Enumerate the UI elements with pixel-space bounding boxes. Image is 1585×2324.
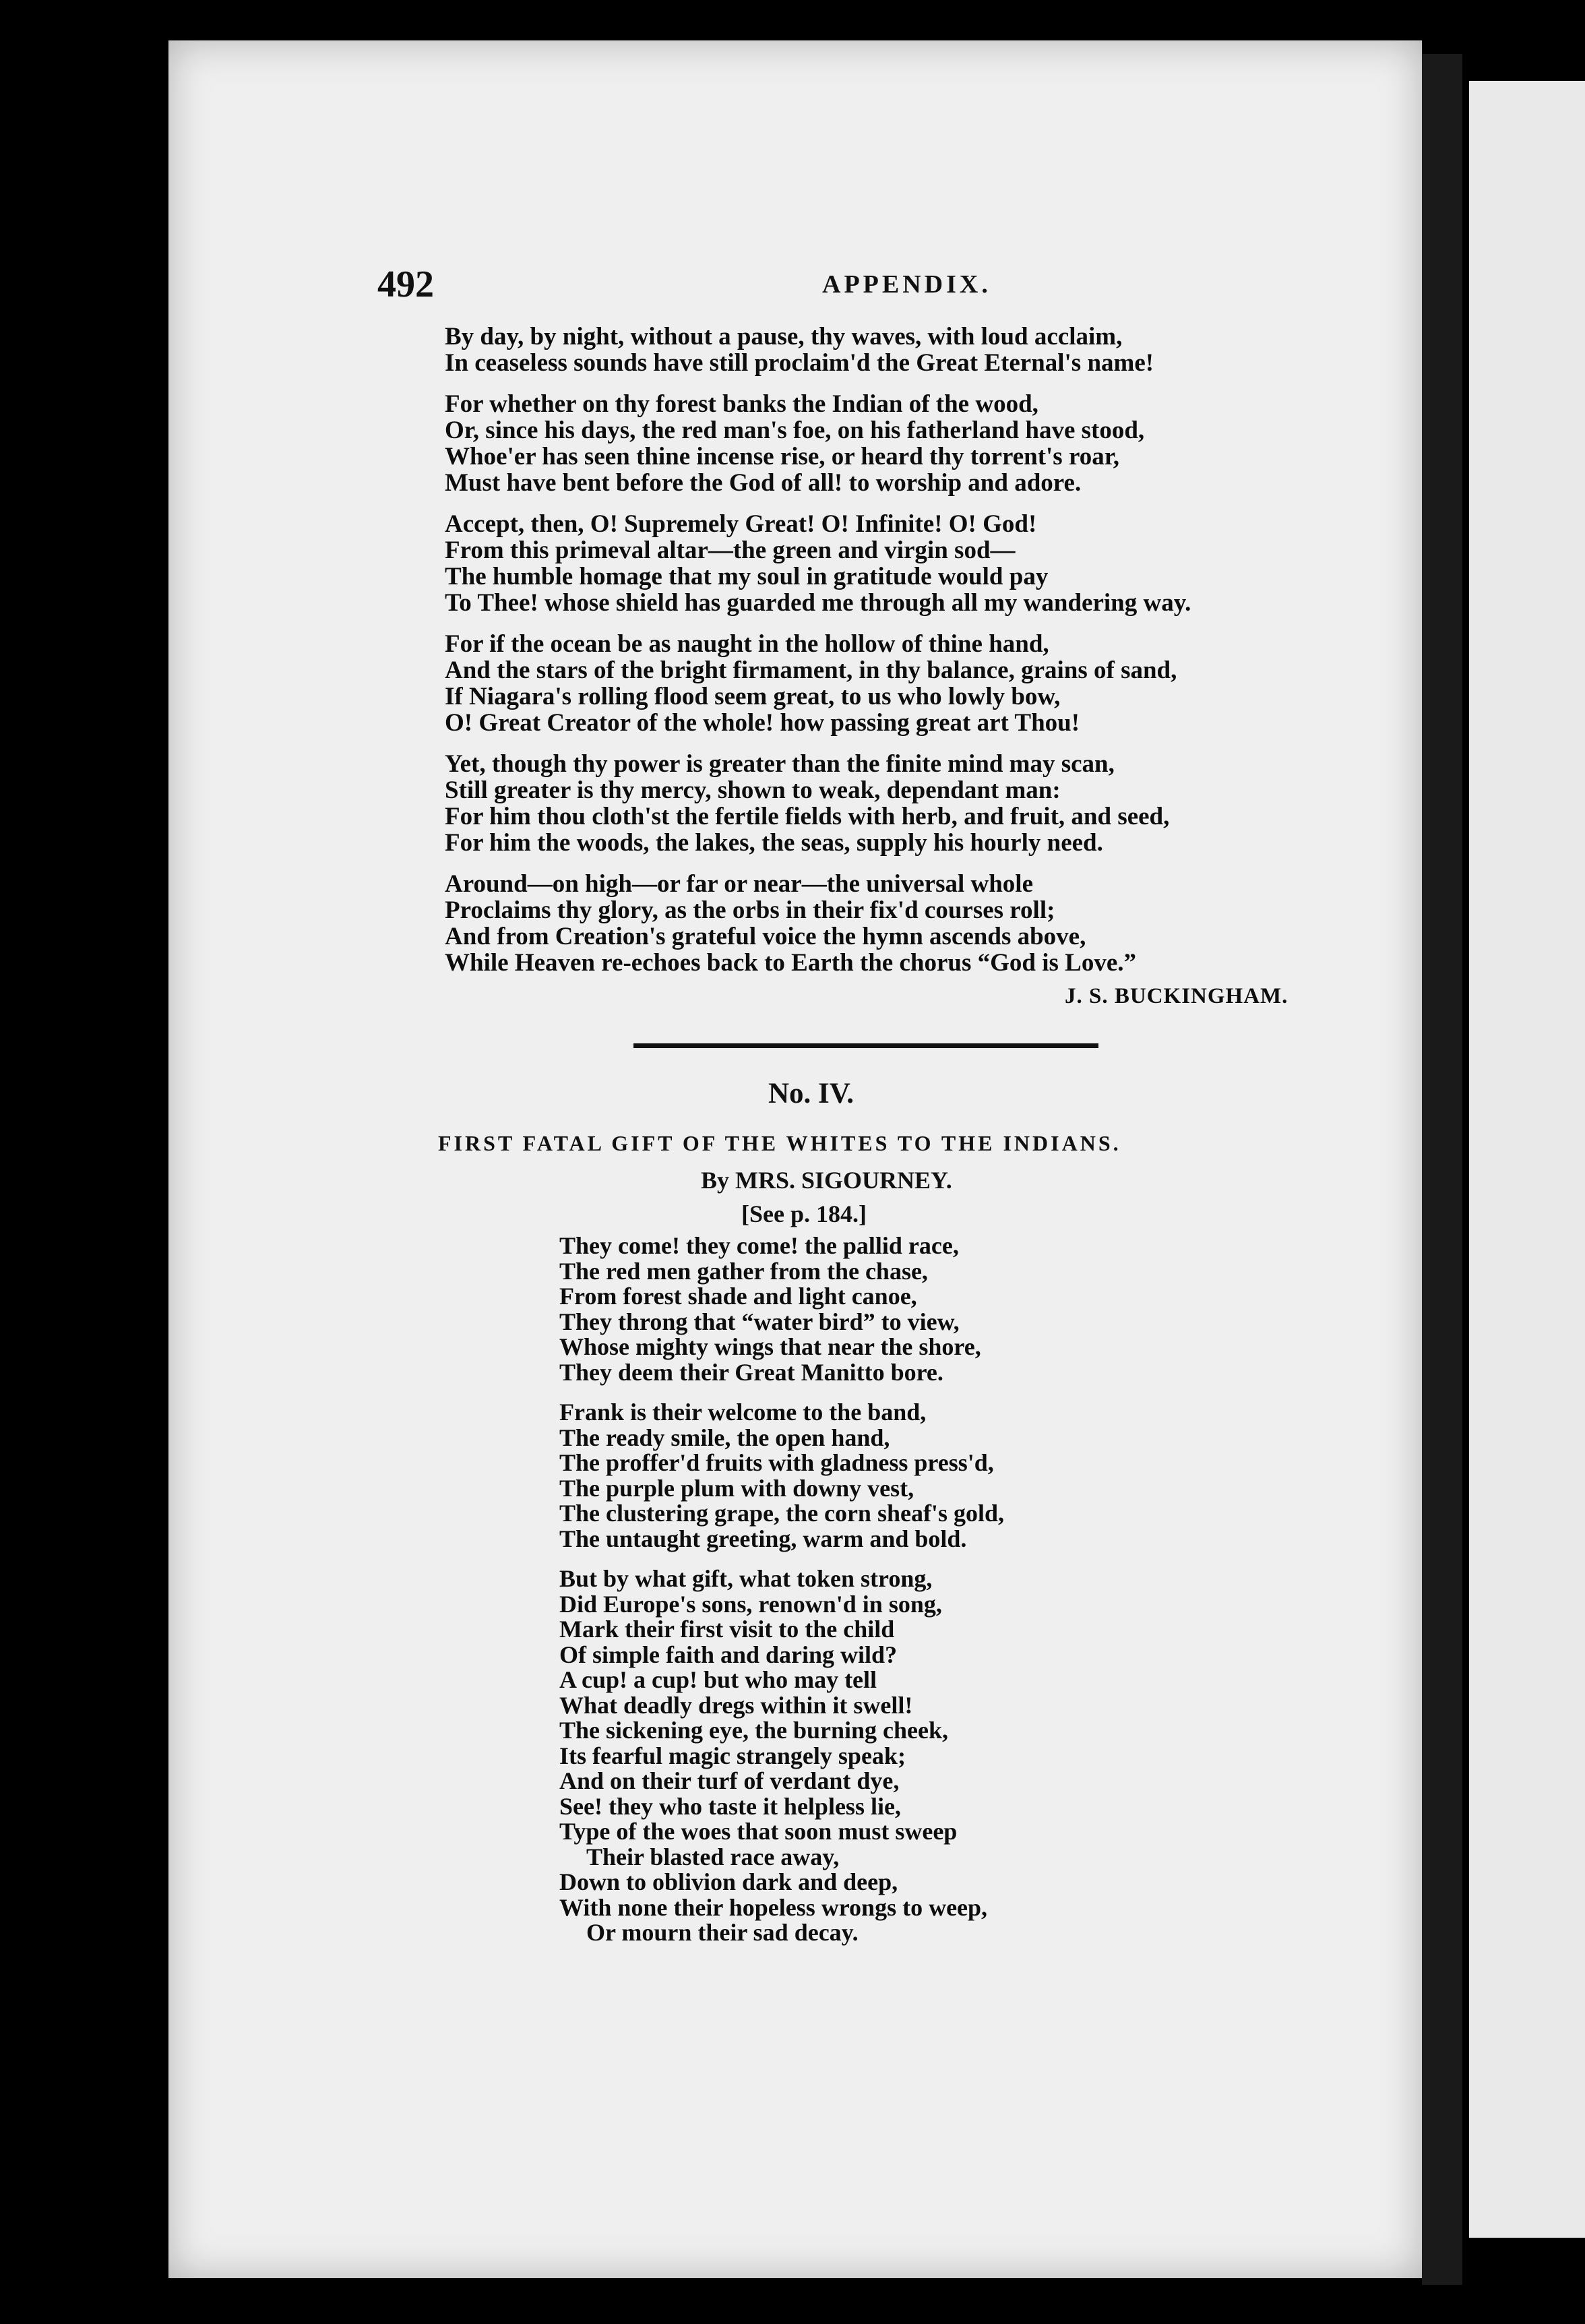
poem-line: From this primeval altar—the green and virgin sod— xyxy=(445,537,1016,564)
poem-line: Or mourn their sad decay. xyxy=(586,1919,859,1946)
page-gutter-shadow xyxy=(1422,54,1462,2285)
poem-line: The humble homage that my soul in gratitude would pay xyxy=(445,563,1049,590)
poem-line: The untaught greeting, warm and bold. xyxy=(559,1525,967,1552)
poem-line: For whether on thy forest banks the Indian of the wood, xyxy=(445,390,1038,418)
stanza-gap xyxy=(445,736,1191,751)
poem-line: For if the ocean be as naught in the hollow of thine hand, xyxy=(445,630,1049,658)
poem-line: By day, by night, without a pause, thy waves, with loud acclaim, xyxy=(445,323,1123,350)
poem-line: Its fearful magic strangely speak; xyxy=(559,1742,906,1769)
byline: By MRS. SIGOURNEY. xyxy=(701,1167,952,1194)
poem-line: Whoe'er has seen thine incense rise, or heard thy torrent's roar, xyxy=(445,443,1119,470)
section-number: No. IV. xyxy=(768,1078,854,1109)
poem-line: For him the woods, the lakes, the seas, supply his hourly need. xyxy=(445,829,1103,857)
running-head: APPENDIX. xyxy=(822,270,991,299)
stanza-gap xyxy=(445,856,1191,871)
poem-line: In ceaseless sounds have still proclaim'd the Great Eternal's name! xyxy=(445,349,1154,377)
poem-line: Whose mighty wings that near the shore, xyxy=(559,1333,981,1360)
poem-line: See! they who taste it helpless lie, xyxy=(559,1792,901,1820)
poem-line: Frank is their welcome to the band, xyxy=(559,1399,927,1426)
poem-line: The ready smile, the open hand, xyxy=(559,1424,890,1451)
poem-line: If Niagara's rolling flood seem great, to us who lowly bow, xyxy=(445,683,1061,710)
poem-line: The red men gather from the chase, xyxy=(559,1257,928,1285)
poem-niagara xyxy=(445,324,1191,976)
poem-line: Or, since his days, the red man's foe, on his fatherland have stood, xyxy=(445,417,1145,444)
poem-line: The purple plum with downy vest, xyxy=(559,1474,914,1502)
poem-line: A cup! a cup! but who may tell xyxy=(559,1666,877,1693)
stanza-gap xyxy=(559,1385,1004,1400)
poem-line: And from Creation's grateful voice the hymn ascends above, xyxy=(445,923,1086,950)
poem-line: The clustering grape, the corn sheaf's gold, xyxy=(559,1500,1004,1527)
poem-line: With none their hopeless wrongs to weep, xyxy=(559,1893,988,1921)
poem-line: Must have bent before the God of all! to worship and adore. xyxy=(445,469,1082,497)
facing-page-edge xyxy=(1469,81,1585,2238)
stanza-gap xyxy=(445,616,1191,631)
poem-line: They throng that “water bird” to view, xyxy=(559,1308,960,1335)
page-reference: [See p. 184.] xyxy=(741,1200,867,1227)
poem-line: And the stars of the bright firmament, in thy balance, grains of sand, xyxy=(445,656,1177,684)
poem-line: Mark their first visit to the child xyxy=(559,1616,895,1643)
stanza-gap xyxy=(559,1552,1004,1566)
poem-line: Proclaims thy glory, as the orbs in their fix'd courses roll; xyxy=(445,896,1055,924)
poem-line: They deem their Great Manitto bore. xyxy=(559,1358,943,1386)
poem-line: To Thee! whose shield has guarded me through all my wandering way. xyxy=(445,589,1191,617)
poem-line: But by what gift, what token strong, xyxy=(559,1565,933,1592)
poem-line: Accept, then, O! Supremely Great! O! Infinite! O! God! xyxy=(445,510,1037,538)
poem-line: O! Great Creator of the whole! how passing great art Thou! xyxy=(445,709,1080,737)
poem-line: Down to oblivion dark and deep, xyxy=(559,1868,898,1895)
section-divider xyxy=(633,1043,1098,1048)
poem-line: While Heaven re-echoes back to Earth the chorus “God is Love.” xyxy=(445,949,1137,977)
poem-line: They come! they come! the pallid race, xyxy=(559,1232,959,1259)
poem-line: And on their turf of verdant dye, xyxy=(559,1767,900,1794)
author-signature: J. S. BUCKINGHAM. xyxy=(1065,984,1288,1008)
stanza-gap xyxy=(445,376,1191,391)
poem-first-fatal-gift xyxy=(559,1233,1004,1946)
poem-line: Of simple faith and daring wild? xyxy=(559,1641,898,1668)
poem-line: Still greater is thy mercy, shown to weak, dependant man: xyxy=(445,776,1061,804)
poem-line: The proffer'd fruits with gladness press'd, xyxy=(559,1449,994,1476)
poem-line: Did Europe's sons, renown'd in song, xyxy=(559,1590,942,1618)
poem-line: The sickening eye, the burning cheek, xyxy=(559,1717,949,1744)
poem-line: From forest shade and light canoe, xyxy=(559,1283,917,1310)
section-title: FIRST FATAL GIFT OF THE WHITES TO THE INDIANS. xyxy=(438,1131,1121,1155)
poem-line: Their blasted race away, xyxy=(586,1843,840,1870)
poem-line: Yet, though thy power is greater than the finite mind may scan, xyxy=(445,750,1115,778)
poem-line: For him thou cloth'st the fertile fields with herb, and fruit, and seed, xyxy=(445,803,1170,830)
poem-line: What deadly dregs within it swell! xyxy=(559,1691,913,1719)
poem-line: Type of the woes that soon must sweep xyxy=(559,1818,958,1845)
poem-line: Around—on high—or far or near—the universal whole xyxy=(445,870,1034,898)
stanza-gap xyxy=(445,496,1191,511)
page-number: 492 xyxy=(377,264,434,305)
